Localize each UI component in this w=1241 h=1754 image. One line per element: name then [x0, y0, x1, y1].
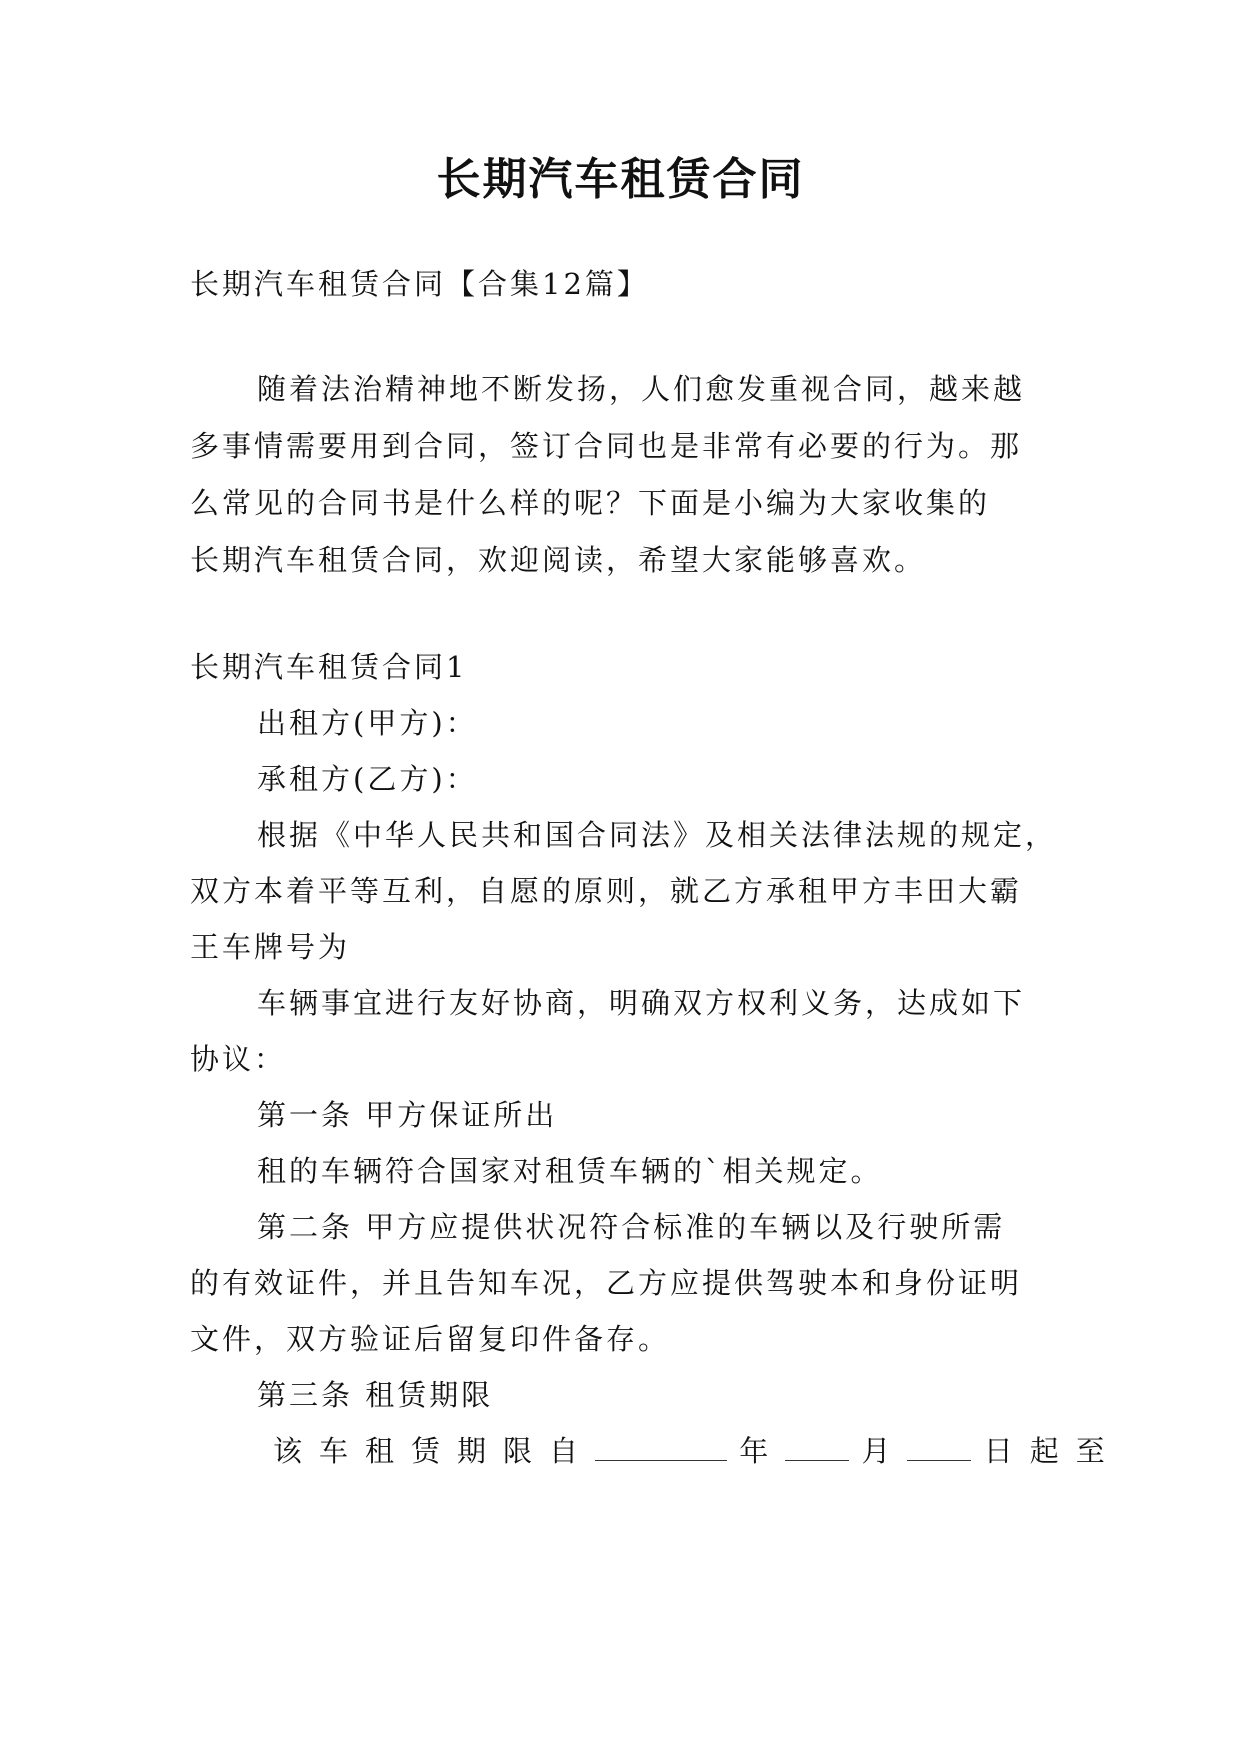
lessor-label: 出租方(甲方)： — [257, 706, 478, 740]
intro-line-1: 随着法治精神地不断发扬，人们愈发重视合同，越来越 — [257, 372, 1026, 406]
lease-term-line — [273, 1429, 1122, 1473]
start-month-blank[interactable] — [785, 1430, 849, 1461]
lease-term-prefix: 该车租赁期限自 — [273, 1434, 596, 1468]
document-title: 长期汽车租赁合同 — [436, 154, 805, 205]
basis-line-2: 双方本着平等互利，自愿的原则，就乙方承租甲方丰田大霸 — [190, 874, 1023, 908]
intro-line-2: 多事情需要用到合同，签订合同也是非常有必要的行为。那 — [190, 429, 1023, 463]
article-1-body: 租的车辆符合国家对租赁车辆的`相关规定。 — [257, 1154, 883, 1188]
article-2-line-2: 的有效证件，并且告知车况，乙方应提供驾驶本和身份证明 — [190, 1266, 1023, 1300]
section-heading: 长期汽车租赁合同1 — [190, 650, 468, 684]
day-to-label: 日起至 — [983, 1434, 1122, 1468]
collection-subtitle: 长期汽车租赁合同【合集12篇】 — [190, 267, 649, 301]
lessee-label: 承租方(乙方)： — [257, 762, 478, 796]
start-year-blank[interactable] — [595, 1430, 727, 1461]
year-label: 年 — [739, 1434, 786, 1468]
basis-line-1: 根据《中华人民共和国合同法》及相关法律法规的规定， — [257, 818, 1058, 852]
negotiation-line-2: 协议： — [190, 1042, 287, 1076]
start-day-blank[interactable] — [907, 1430, 971, 1461]
basis-line-3: 王车牌号为 — [190, 930, 351, 964]
month-label: 月 — [861, 1434, 908, 1468]
article-3-heading: 第三条 租赁期限 — [257, 1378, 494, 1412]
negotiation-line-1: 车辆事宜进行友好协商，明确双方权利义务，达成如下 — [257, 986, 1026, 1020]
article-1-heading: 第一条 甲方保证所出 — [257, 1098, 558, 1132]
article-2-line-3: 文件，双方验证后留复印件备存。 — [190, 1322, 671, 1356]
intro-line-3: 么常见的合同书是什么样的呢？下面是小编为大家收集的 — [190, 486, 991, 520]
article-2-line-1: 第二条 甲方应提供状况符合标准的车辆以及行驶所需 — [257, 1210, 1006, 1244]
intro-line-4: 长期汽车租赁合同，欢迎阅读，希望大家能够喜欢。 — [190, 543, 927, 577]
